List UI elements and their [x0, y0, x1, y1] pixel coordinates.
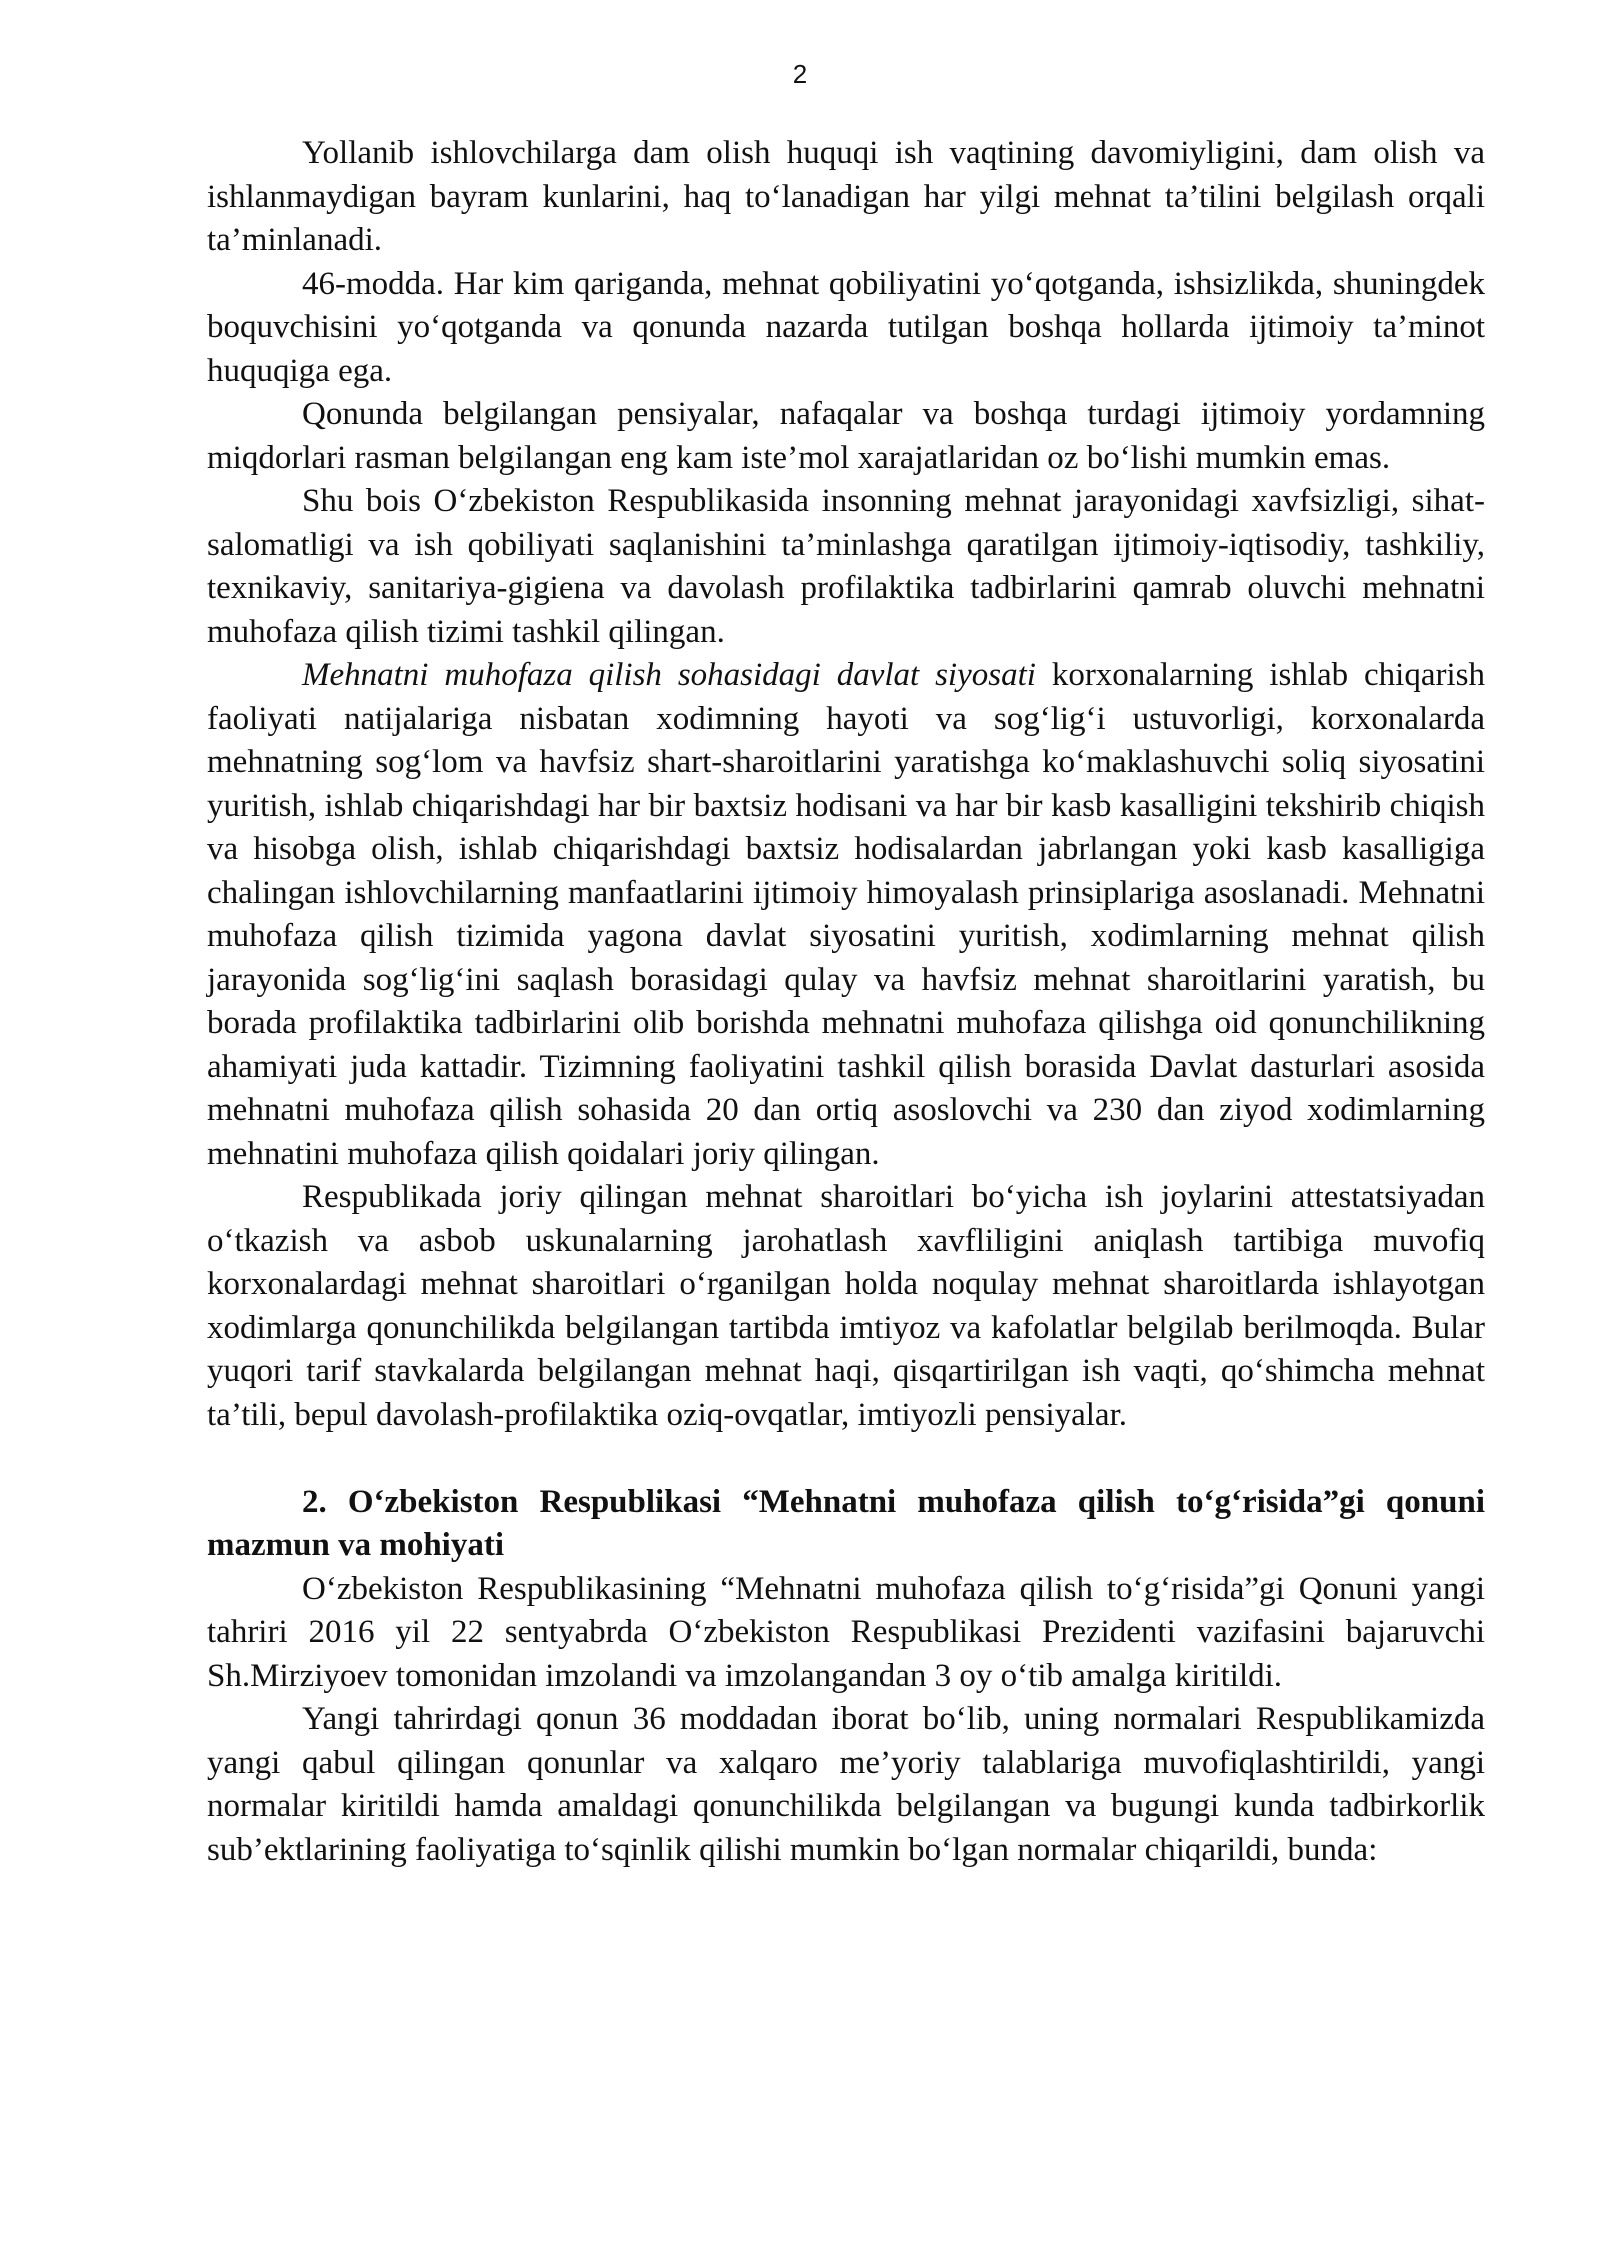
paragraph-rest-rights: Yollanib ishlovchilarga dam olish huquqi ish vaqtining davomiyligini, dam olish va ishlanmaydigan bayram kunlarini, haq to‘lanadigan har yilgi mehnat ta’tilini belgilash orqali ta’minlanadi.	[207, 135, 1485, 258]
paragraph-labor-protection-system: Shu bois O‘zbekiston Respublikasida insonning mehnat jarayonidagi xavfsizligi, sihat-salomatligi va ish qobiliyati saqlanishini ta’minlashga qaratilgan ijtimoiy-iqtisodiy, tashkiliy, texnikaviy, sanitariya-gigiena va davolash profilaktika tadbirlarini qamrab oluvchi mehnatni muhofaza qilish tizimi tashkil qilingan.	[207, 483, 1485, 650]
paragraph-text: korxonalarning ishlab chiqarish faoliyati natijalariga nisbatan xodimning hayoti va sog‘lig‘i ustuvorligi, korxonalarda mehnatning sog‘lom va havfsiz shart-sharoitlarini yaratishga ko‘maklashuvchi soliq siyosatini yuritish, ishlab chiqarishdagi har bir baxtsiz hodisani va har bir kasb kasalligini tekshirib chiqish va hisobga olish, ishlab chiqarishdagi baxtsiz hodisalardan jabrlangan yoki kasb kasalligiga chalingan ishlovchilarning manfaatlarini ijtimoiy himoyalash prinsiplariga asoslanadi. Mehnatni muhofaza qilish tizimida yagona davlat siyosatini yuritish, xodimlarning mehnat qilish jarayonida sog‘lig‘ini saqlash borasidagi qulay va havfsiz mehnat sharoitlarini yaratish, bu borada profilaktika tadbirlarini olib borishda mehnatni muhofaza qilishga oid qonunchilikning ahamiyati juda kattadir. Tizimning faoliyatini tashkil qilish borasida Davlat dasturlari asosida mehnatni muhofaza qilish sohasida 20 dan ortiq asoslovchi va 230 dan ziyod xodimlarning mehnatini muhofaza qilish qoidalari joriy qilingan.	[207, 657, 1485, 1172]
paragraph-article-46: 46-modda. Har kim qariganda, mehnat qobiliyatini yo‘qotganda, ishsizlikda, shuningdek boquvchisini yo‘qotganda va qonunda nazarda tutilgan boshqa hollarda ijtimoiy ta’minot huquqiga ega.	[207, 265, 1485, 389]
page-number: 2	[792, 59, 808, 89]
paragraph-state-policy	[207, 654, 1485, 1176]
paragraph-law-structure: Yangi tahrirdagi qonun 36 moddadan iborat bo‘lib, uning normalari Respublikamizda yangi qabul qilingan qonunlar va xalqaro me’yoriy talablariga muvofiqlashtirildi, yangi normalar kiritildi hamda amaldagi qonunchilikda belgilangan va bugungi kunda tadbirkorlik sub’ektlarining faoliyatiga to‘sqinlik qilishi mumkin bo‘lgan normalar chiqarildi, bunda:	[207, 1701, 1485, 1868]
paragraph-law-signing: O‘zbekiston Respublikasining “Mehnatni muhofaza qilish to‘g‘risida”gi Qonuni yangi tahriri 2016 yil 22 sentyabrda O‘zbekiston Respublikasi Prezidenti vazifasini bajaruvchi Sh.Mirziyoev tomonidan imzolandi va imzolangandan 3 oy o‘tib amalga kiritildi.	[207, 1570, 1485, 1694]
section-heading: 2. O‘zbekiston Respublikasi “Mehnatni muhofaza qilish to‘g‘risida”gi qonuni mazmun va mohiyati	[207, 1483, 1485, 1563]
paragraph-pensions: Qonunda belgilangan pensiyalar, nafaqalar va boshqa turdagi ijtimoiy yordamning miqdorlari rasman belgilangan eng kam iste’mol xarajatlaridan oz bo‘lishi mumkin emas.	[207, 396, 1485, 476]
section-spacer	[207, 1437, 1485, 1481]
paragraph-working-conditions: Respublikada joriy qilingan mehnat sharoitlari bo‘yicha ish joylarini attestatsiyadan o‘tkazish va asbob uskunalarning jarohatlash xavfliligini aniqlash tartibiga muvofiq korxonalardagi mehnat sharoitlari o‘rganilgan holda noqulay mehnat sharoitlarda ishlayotgan xodimlarga qonunchilikda belgilangan tartibda imtiyoz va kafolatlar belgilab berilmoqda. Bular yuqori tarif stavkalarda belgilangan mehnat haqi, qisqartirilgan ish vaqti, qo‘shimcha mehnat ta’tili, bepul davolash-profilaktika oziq-ovqatlar, imtiyozli pensiyalar.	[207, 1179, 1485, 1433]
italic-term: Mehnatni muhofaza qilish sohasidagi davlat siyosati	[302, 657, 1036, 693]
document-body	[207, 132, 1485, 1872]
